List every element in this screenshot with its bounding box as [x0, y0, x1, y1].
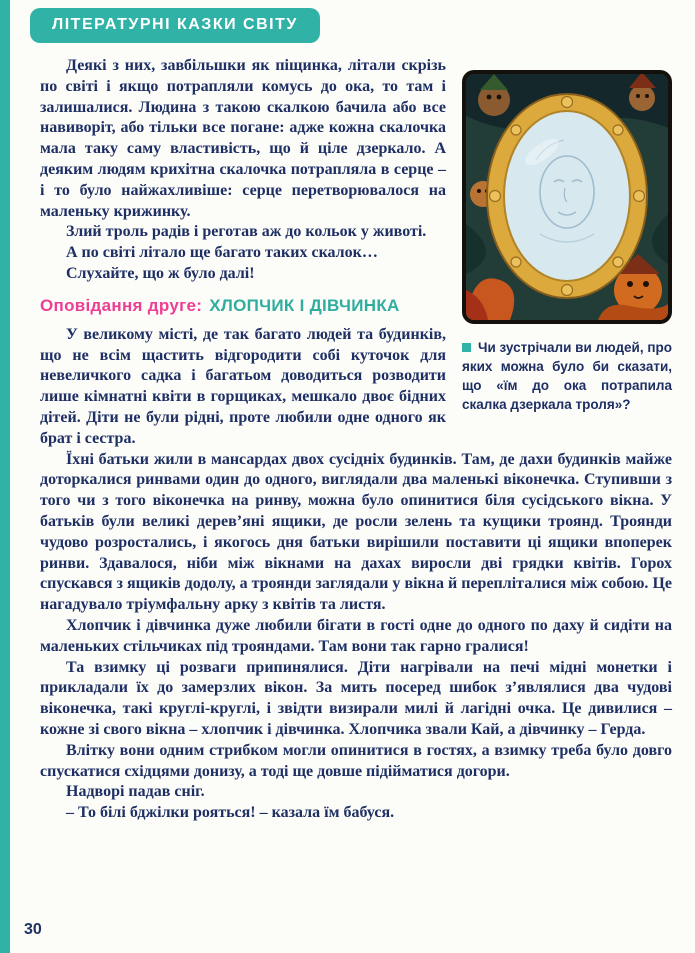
left-accent-bar	[0, 0, 10, 953]
paragraph: Хлопчик і дівчинка дуже любили бігати в гості одне до одного по даху й сидіти на маленьких стільчиках під трояндами. Там вони так гарно гралися!	[40, 616, 672, 655]
question-caption	[462, 338, 672, 415]
troll-mirror-artwork	[466, 74, 668, 320]
paragraph: Деякі з них, завбільшки як піщинка, літали скрізь по світі і якщо потрапляли комусь до ока, то там і залишалися. Людина з такою скалкою бачила або все навиворіт, або тільки все погане: адже кожна скалочка мала таку саму властивість, що й ціле дзеркало. А деяким людям крихітна скалочка потрапляла в серце – і то було найжахливіше: серце перетворювалося на маленьку крижинку.	[40, 57, 446, 220]
page-content	[40, 56, 672, 824]
story-heading-title: ХЛОПЧИК І ДІВЧИНКА	[209, 295, 400, 315]
chapter-title: ЛІТЕРАТУРНІ КАЗКИ СВІТУ	[52, 16, 298, 33]
mirror-illustration	[462, 70, 672, 324]
paragraph: Та взимку ці розваги припинялися. Діти нагрівали на печі мідні монетки і прикладали їх до замерзлих вікон. За мить посеред шибок з’являлися два чудові віконечка, такі круглі-круглі, і звідти визирали милі й лагідні очка. Це дивилися – кожне зі свого вікна – хлопчик і дівчинка. Хлопчика звали Кай, а дівчинку – Герда.	[40, 658, 672, 738]
paragraph: У великому місті, де так багато людей та будинків, що не всім щастить відгородити собі куточок для невеличкого садка і багатьом доводиться розводити лише кімнатні квіти в горщиках, мешкало двоє бідних дітей. Діти не були рідні, проте любили одне одного як брат і сестра.	[40, 325, 446, 447]
paragraph: Влітку вони одним стрибком могли опинитися в гостях, а взимку треба було довго спускатися східцями донизу, а тоді ще довше підійматися догори.	[40, 741, 672, 780]
caption-text: Чи зустрічали ви людей, про яких можна було би сказати, що «їм до ока потрапила скалка дзеркала троля»?	[462, 340, 672, 413]
story-heading-prefix: Оповідання друге:	[40, 295, 208, 315]
illustration-block	[462, 70, 672, 415]
page-number: 30	[24, 921, 42, 938]
paragraph: Надворі падав сніг.	[66, 783, 205, 801]
chapter-header	[30, 8, 320, 43]
square-bullet-icon	[462, 343, 471, 352]
paragraph: Злий троль радів і реготав аж до кольок у животі.	[66, 223, 427, 241]
paragraph: – То білі бджілки рояться! – казала їм бабуся.	[66, 804, 395, 822]
paragraph: Їхні батьки жили в мансардах двох сусідніх будинків. Там, де дахи будинків майже доторкалися ринвами один до одного, виглядали два маленькі віконечка. Ступивши з того чи з того віконечка на ринву, можна було опинитися біля сусідського вікна. У батьків були великі дерев’яні ящики, де росли зелень та кущики троянд. Троянди чудово розростались, і якогось дня батьки вирішили поставити ці ящики впоперек ринви. Здавалося, ніби між вікнами на дахах виросли дві грядки квітів. Горох спускався з ящиків додолу, а троянди заглядали у вікна й перепліталися між собою. Це нагадувало тріумфальну арку з квітів та листя.	[40, 450, 672, 614]
paragraph: А по світі літало ще багато таких скалок…	[66, 244, 378, 262]
paragraph: Слухайте, що ж було далі!	[66, 264, 255, 282]
